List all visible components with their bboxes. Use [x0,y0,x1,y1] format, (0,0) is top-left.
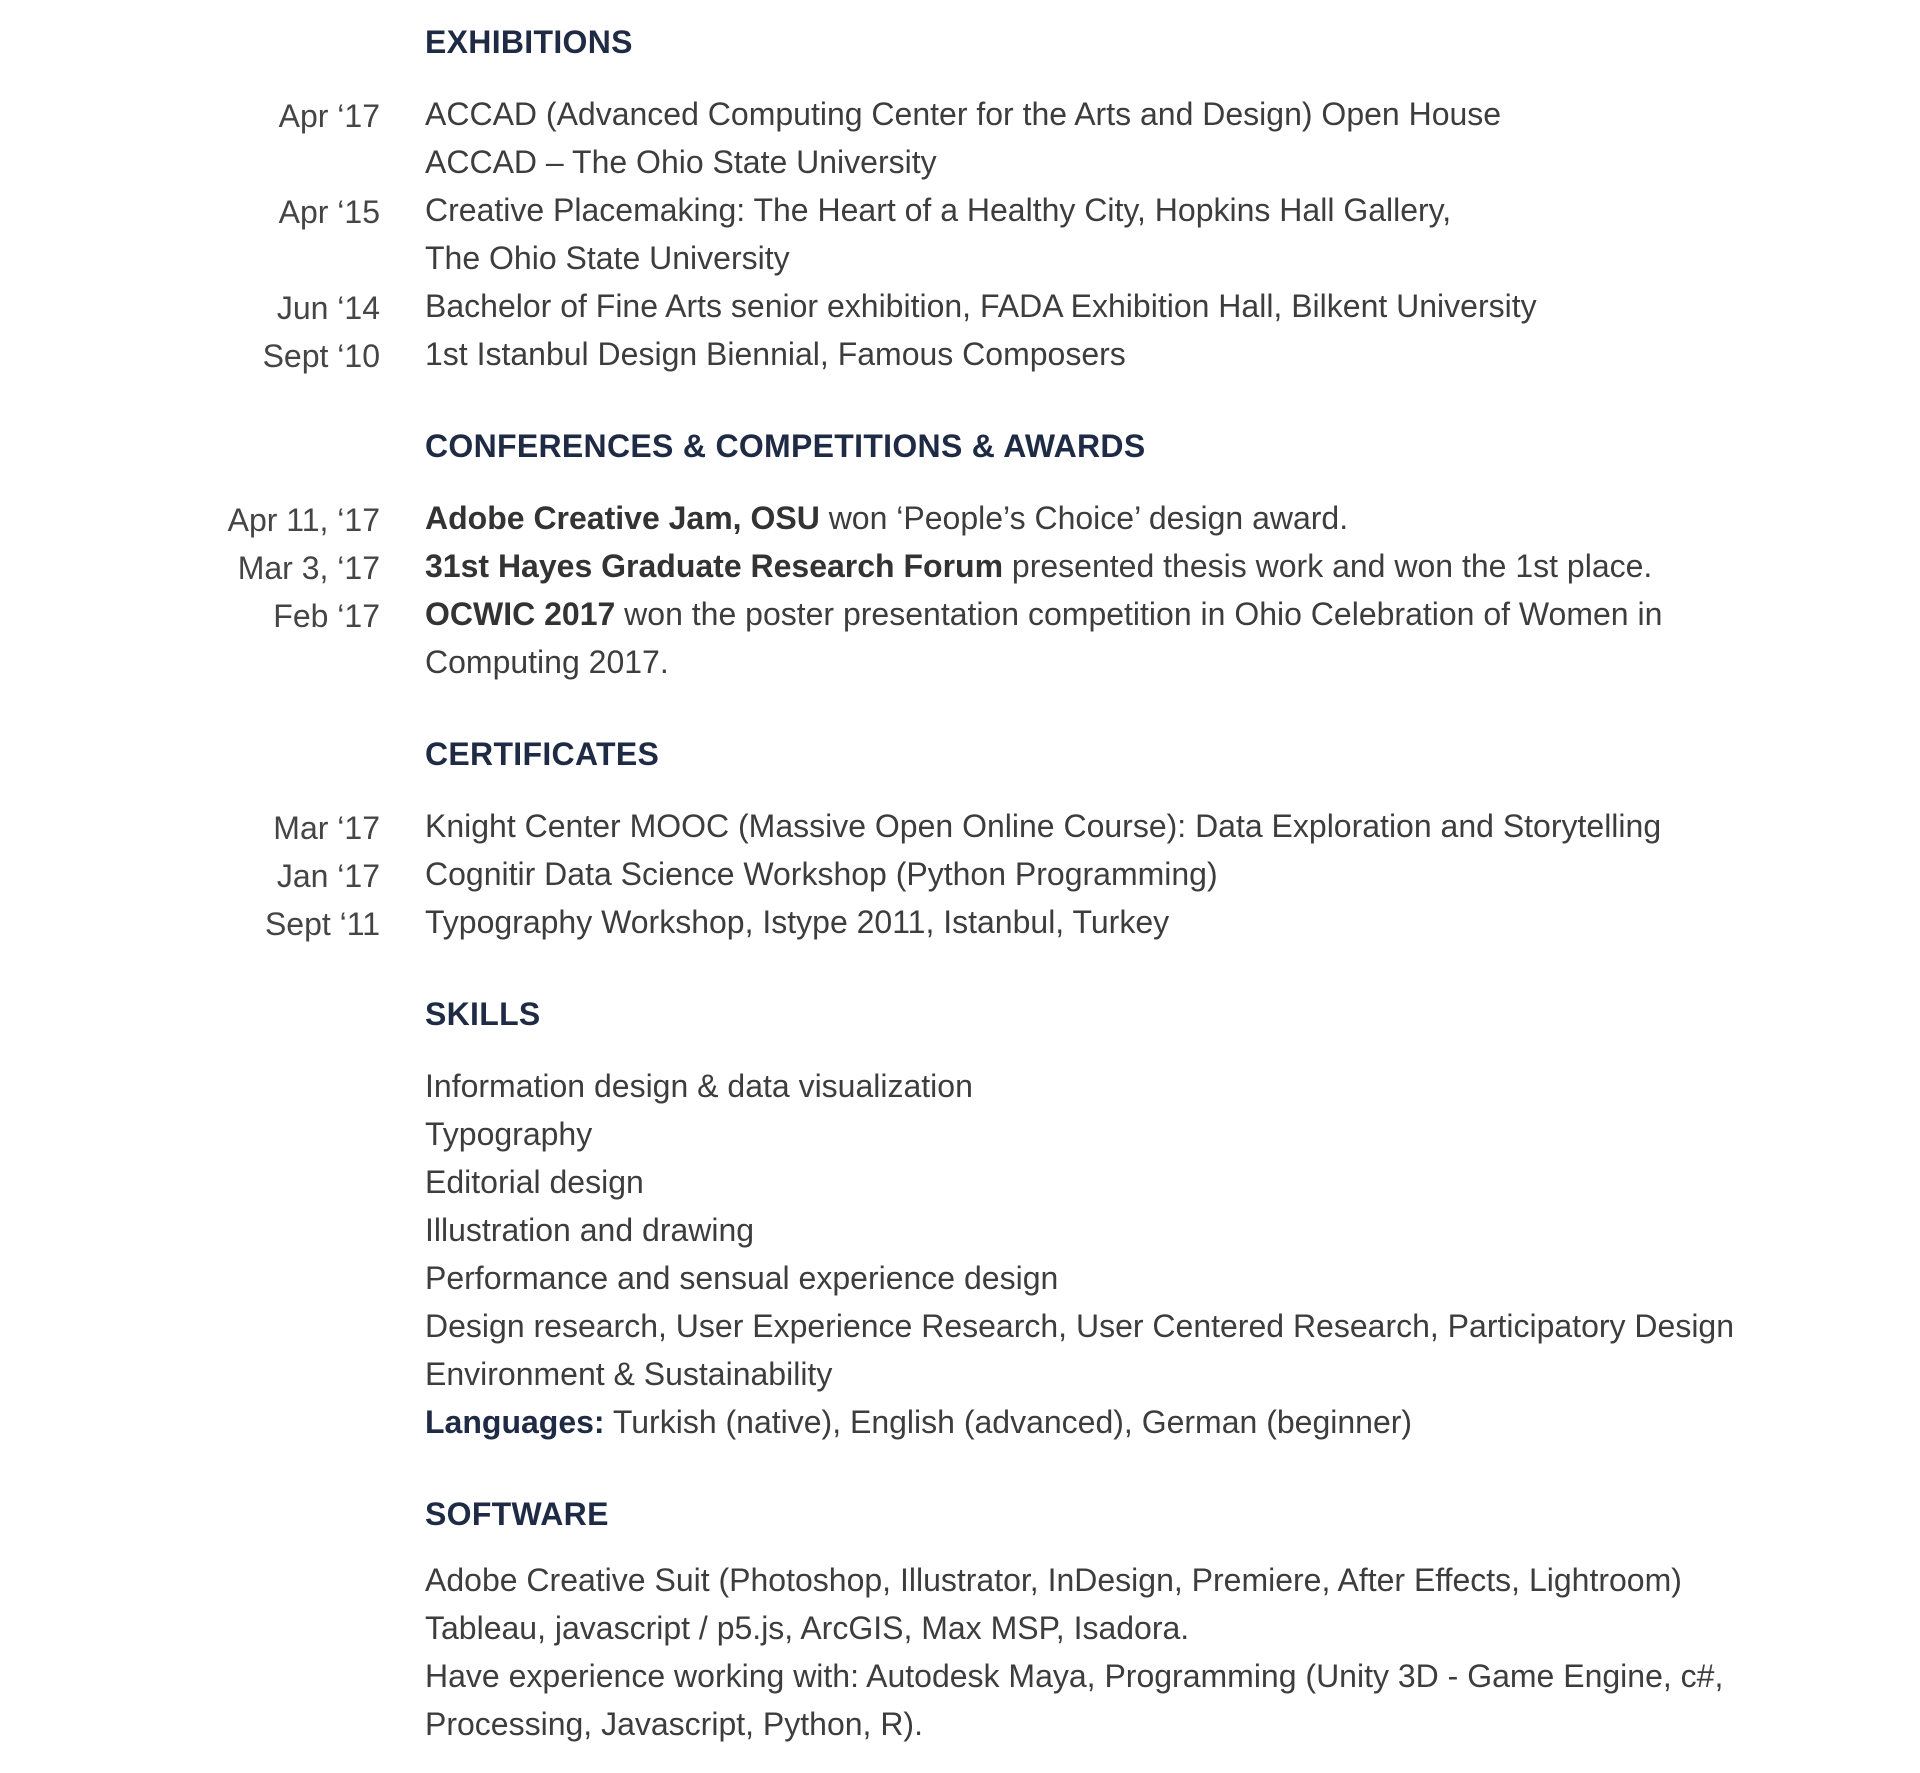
exhibition-entry-continued: The Ohio State University [425,240,790,276]
languages-line [425,1398,1765,1446]
software-item: Have experience working with: Autodesk Maya, Programming (Unity 3D - Game Engine, c#, [425,1658,1724,1694]
exhibition-date: Apr ‘17 [278,98,380,134]
software-item-continued: Processing, Javascript, Python, R). [425,1706,923,1742]
conference-entry [425,494,1765,542]
certificate-date: Sept ‘11 [264,906,380,942]
exhibition-entry: Creative Placemaking: The Heart of a Healthy City, Hopkins Hall Gallery, [425,192,1452,228]
software-item: Tableau, javascript / p5.js, ArcGIS, Max MSP, Isadora. [425,1610,1190,1646]
conference-entry [425,590,1765,638]
conference-date: Feb ‘17 [273,598,380,634]
skill-item: Editorial design [425,1164,644,1200]
languages-label: Languages: [425,1404,605,1440]
exhibition-date: Sept ‘10 [262,338,380,374]
conference-entry-continued: Computing 2017. [425,644,669,680]
conference-description: won ‘People’s Choice’ design award. [819,500,1349,536]
exhibition-date: Jun ‘14 [276,290,380,326]
exhibition-entry: Bachelor of Fine Arts senior exhibition, FADA Exhibition Hall, Bilkent University [425,288,1537,324]
exhibition-date: Apr ‘15 [278,194,380,230]
conference-description: presented thesis work and won the 1st place. [1003,548,1653,584]
skill-item: Typography [425,1116,593,1152]
exhibition-entry: 1st Istanbul Design Biennial, Famous Composers [425,336,1126,372]
conferences-heading: CONFERENCES & COMPETITIONS & AWARDS [425,428,1146,464]
skill-item: Information design & data visualization [425,1068,973,1104]
certificate-entry: Knight Center MOOC (Massive Open Online Course): Data Exploration and Storytelling [425,808,1662,844]
certificates-heading: CERTIFICATES [425,736,660,772]
conference-date: Mar 3, ‘17 [237,550,380,586]
certificate-date: Mar ‘17 [273,810,380,846]
conference-title: Adobe Creative Jam, OSU [425,500,820,536]
software-item: Adobe Creative Suit (Photoshop, Illustrator, InDesign, Premiere, After Effects, Lightroom) [425,1562,1682,1598]
conference-entry [425,542,1765,590]
skills-heading: SKILLS [425,996,541,1032]
skill-item: Performance and sensual experience design [425,1260,1059,1296]
skill-item: Environment & Sustainability [425,1356,833,1392]
exhibitions-heading: EXHIBITIONS [425,24,633,60]
exhibition-entry-continued: ACCAD – The Ohio State University [425,144,937,180]
software-heading: SOFTWARE [425,1496,609,1532]
exhibition-entry: ACCAD (Advanced Computing Center for the Arts and Design) Open House [425,96,1502,132]
conference-description: won the poster presentation competition in Ohio Celebration of Women in [615,596,1663,632]
certificate-entry: Cognitir Data Science Workshop (Python Programming) [425,856,1218,892]
conference-title: 31st Hayes Graduate Research Forum [425,548,1004,584]
conference-date: Apr 11, ‘17 [227,502,380,538]
languages-value: Turkish (native), English (advanced), German (beginner) [604,1404,1413,1440]
skill-item: Illustration and drawing [425,1212,755,1248]
conference-title: OCWIC 2017 [425,596,616,632]
certificate-entry: Typography Workshop, Istype 2011, Istanbul, Turkey [425,904,1170,940]
skill-item: Design research, User Experience Research, User Centered Research, Participatory Design [425,1308,1735,1344]
certificate-date: Jan ‘17 [276,858,380,894]
